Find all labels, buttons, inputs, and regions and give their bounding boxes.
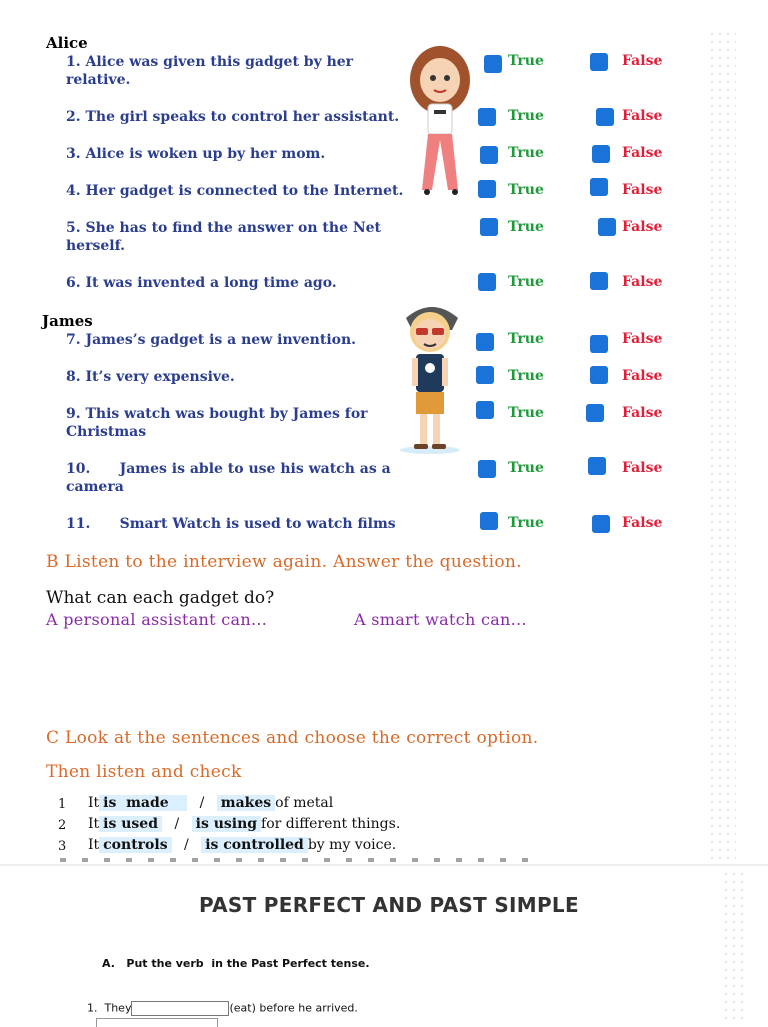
true-checkbox-8[interactable] (476, 366, 494, 384)
option-2a[interactable]: is used (99, 816, 162, 832)
false-label-4: False (622, 182, 663, 198)
statement-6: 6. It was invented a long time ago. (66, 275, 337, 291)
false-label-8: False (622, 368, 663, 384)
false-label-1: False (622, 53, 663, 69)
true-checkbox-4[interactable] (478, 180, 496, 198)
true-label-3: True (508, 145, 544, 161)
true-label-10: True (508, 460, 544, 476)
true-label-9: True (508, 405, 544, 421)
true-label-4: True (508, 182, 544, 198)
false-label-5: False (622, 219, 663, 235)
james-heading: James (42, 312, 93, 330)
true-checkbox-5[interactable] (480, 218, 498, 236)
statement-3: 3. Alice is woken up by her mom. (66, 146, 326, 162)
true-label-11: True (508, 515, 544, 531)
true-label-8: True (508, 368, 544, 384)
statement-2: 2. The girl speaks to control her assistant. (66, 109, 400, 125)
option-3b[interactable]: is controlled (201, 837, 308, 853)
section-b-title: B Listen to the interview again. Answer the question. (46, 552, 522, 572)
past-perfect-line-1 (80, 988, 358, 1016)
option-separator-3: / (184, 837, 189, 853)
option-separator-1: / (199, 795, 205, 811)
false-label-10: False (622, 460, 663, 476)
option-1b[interactable]: makes (217, 795, 275, 811)
false-label-7: False (622, 331, 663, 347)
false-label-3: False (622, 145, 663, 161)
sentence-row-1 (88, 795, 333, 811)
sentence-row-3 (88, 837, 396, 853)
true-checkbox-7[interactable] (476, 333, 494, 351)
statement-5: 5. She has to find the answer on the Net herself. (66, 220, 382, 254)
false-checkbox-4[interactable] (590, 178, 608, 196)
past-perfect-title: PAST PERFECT AND PAST SIMPLE (199, 893, 579, 917)
sentence-pre-3: It (88, 837, 100, 853)
true-checkbox-1[interactable] (484, 55, 502, 73)
page-edge-grid-lower (722, 870, 748, 1020)
true-checkbox-6[interactable] (478, 273, 496, 291)
false-checkbox-7[interactable] (590, 335, 608, 353)
page-edge-grid (708, 30, 736, 860)
false-label-2: False (622, 108, 663, 124)
sentence-row-2 (88, 816, 400, 832)
statement-1: 1. Alice was given this gadget by her relative. (66, 54, 354, 88)
false-checkbox-9[interactable] (586, 404, 604, 422)
sentence-post-1: of metal (275, 795, 334, 811)
true-label-6: True (508, 274, 544, 290)
section-c-subtitle: Then listen and check (46, 762, 242, 782)
option-separator-2: / (174, 816, 180, 832)
past-perfect-instruction: A. Put the verb in the Past Perfect tense. (102, 957, 370, 970)
row-number-1: 1 (58, 797, 67, 812)
alice-heading: Alice (46, 34, 88, 52)
row-number-2: 2 (58, 818, 67, 833)
row-number-3: 3 (58, 839, 67, 854)
statement-4: 4. Her gadget is connected to the Internet. (66, 183, 404, 199)
true-checkbox-9[interactable] (476, 401, 494, 419)
false-label-11: False (622, 515, 663, 531)
true-label-7: True (508, 331, 544, 347)
false-checkbox-10[interactable] (588, 457, 606, 475)
statement-11: 11. Smart Watch is used to watch films (66, 516, 396, 532)
false-label-6: False (622, 274, 663, 290)
false-checkbox-3[interactable] (592, 145, 610, 163)
statement-7: 7. James’s gadget is a new invention. (66, 332, 357, 348)
true-checkbox-2[interactable] (478, 108, 496, 126)
option-2b[interactable]: is using (192, 816, 261, 832)
statement-9: 9. This watch was bought by James for Christmas (66, 406, 368, 440)
true-checkbox-11[interactable] (480, 512, 498, 530)
section-c-title: C Look at the sentences and choose the correct option. (46, 728, 539, 748)
answer-field-1[interactable] (131, 1001, 229, 1016)
option-1a[interactable]: is made (99, 795, 187, 811)
answer-field-2-partial[interactable] (96, 1018, 218, 1027)
statement-10: 10. James is able to use his watch as a camera (66, 461, 396, 495)
sentence-pre-2: It (88, 816, 100, 832)
true-label-1: True (508, 53, 544, 69)
cutoff-row-fragment (60, 858, 540, 862)
true-checkbox-3[interactable] (480, 146, 498, 164)
sentence-post-3: by my voice. (307, 837, 397, 853)
false-checkbox-1[interactable] (590, 53, 608, 71)
false-checkbox-6[interactable] (590, 272, 608, 290)
true-label-2: True (508, 108, 544, 124)
option-3a[interactable]: controls (99, 837, 171, 853)
sentence-pre-1: It (88, 795, 100, 811)
sentence-post-2: for different things. (261, 816, 401, 832)
false-checkbox-5[interactable] (598, 218, 616, 236)
section-b-question: What can each gadget do? (46, 588, 275, 608)
smart-watch-prompt: A smart watch can... (354, 610, 527, 629)
statement-8: 8. It’s very expensive. (66, 369, 235, 385)
personal-assistant-prompt: A personal assistant can... (46, 610, 268, 629)
line-1-rest: (eat) before he arrived. (229, 1001, 358, 1015)
false-checkbox-2[interactable] (596, 108, 614, 126)
false-checkbox-8[interactable] (590, 366, 608, 384)
page-separator (0, 864, 768, 866)
line-1-subject: 1. They (87, 1001, 132, 1015)
false-checkbox-11[interactable] (592, 515, 610, 533)
false-label-9: False (622, 405, 663, 421)
true-checkbox-10[interactable] (478, 460, 496, 478)
true-label-5: True (508, 219, 544, 235)
